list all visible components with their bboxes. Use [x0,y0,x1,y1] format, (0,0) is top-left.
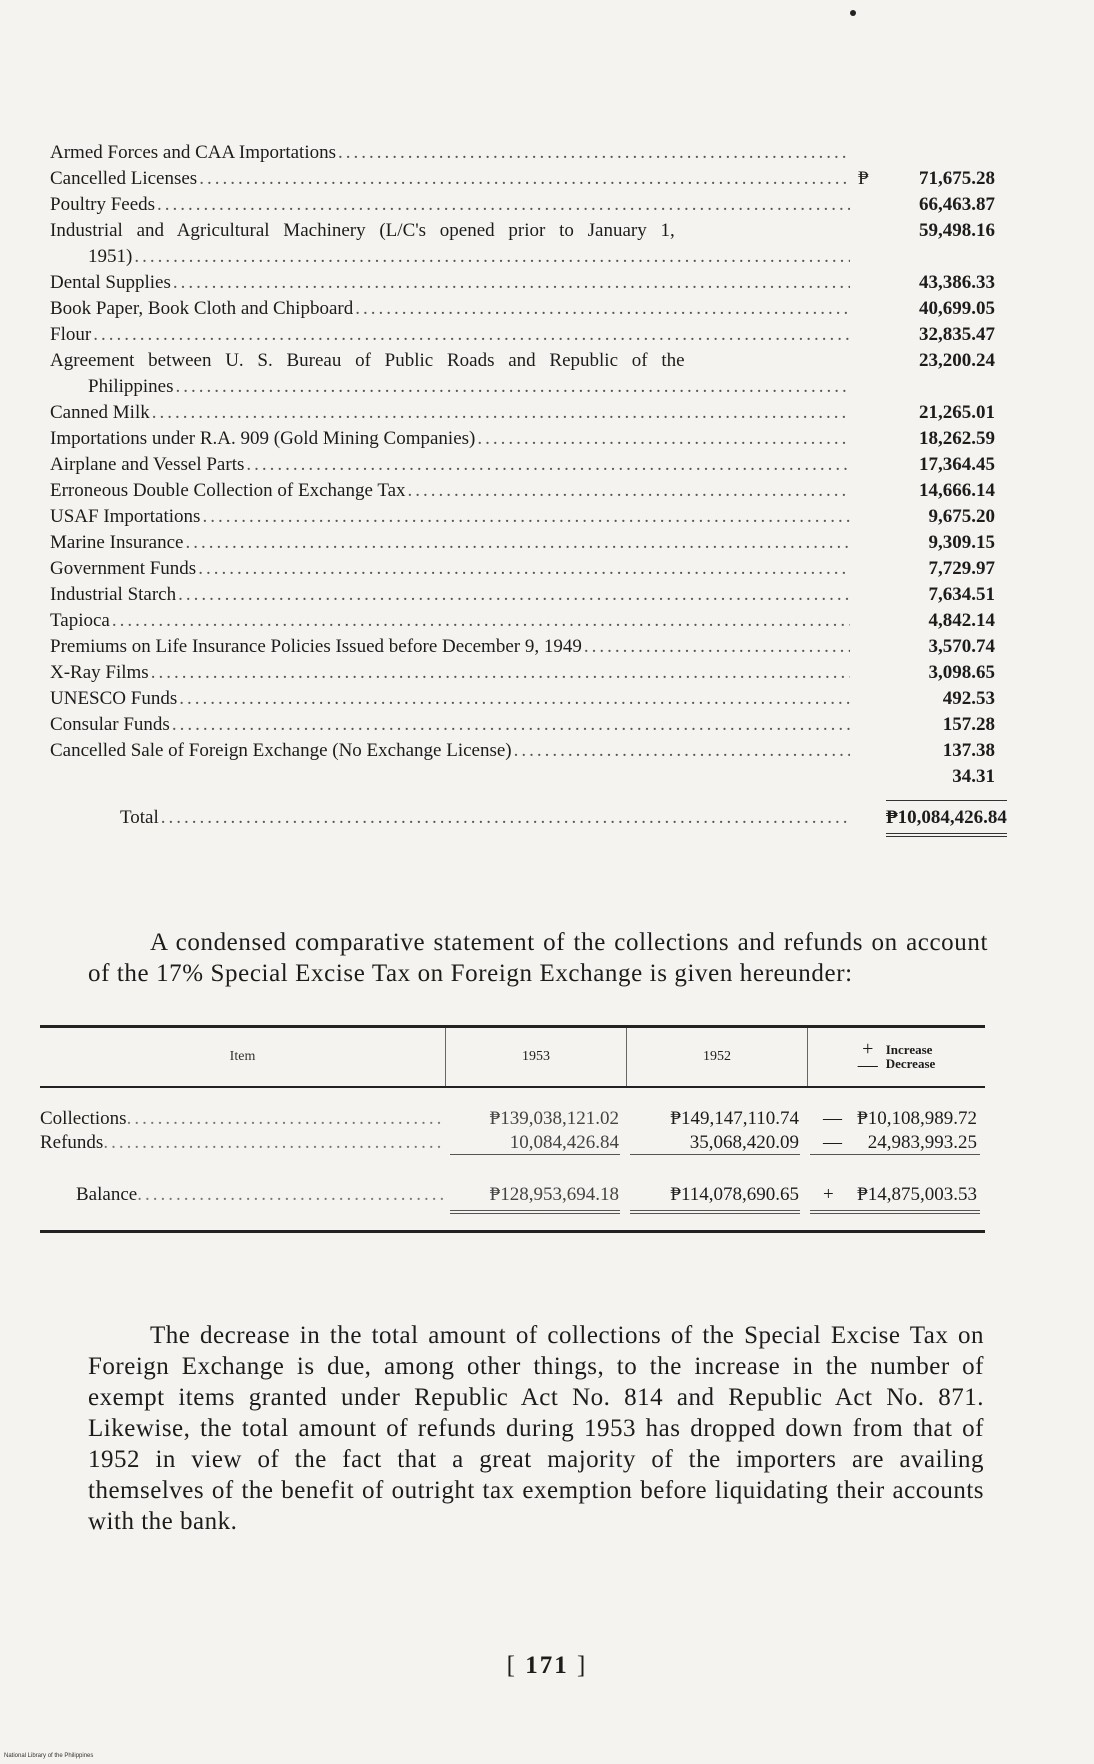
intro-paragraph: A condensed comparative statement of the collections and refunds on account of the 17% Special Excise Tax on Foreign Exchange is given hereunder: [88,929,988,987]
table-row [40,1130,985,1154]
currency-symbol: ₱ [858,168,869,189]
item-label: Erroneous Double Collection of Exchange Tax [50,480,406,501]
list-item [50,426,995,452]
double-rule [40,1210,985,1218]
item-amount: 492.53 [942,688,995,709]
list-item [50,686,995,712]
header-1952: 1952 [627,1028,808,1086]
list-item [50,452,995,478]
list-item [50,660,995,686]
item-amount: 14,666.14 [919,480,995,501]
item-amount: 18,262.59 [919,428,995,449]
list-item [50,218,995,270]
item-amount: 34.31 [952,766,995,787]
item-amount: 59,498.16 [919,220,995,241]
total-label: Total [120,807,159,828]
item-amount: 9,675.20 [928,506,995,527]
item-label: USAF Importations [50,506,201,527]
item-label-line1: Agreement between U. S. Bureau of Public Roads and Republic of the [50,350,685,371]
item-label: Tapioca [50,610,110,631]
change-sign: — [823,1108,842,1129]
item-label: Poultry Feeds [50,194,156,215]
page-number: [ 171 ] [506,1652,588,1679]
list-item [50,296,995,322]
change-sign: + [823,1184,834,1205]
balance-row [40,1176,985,1206]
cell-1952: 35,068,420.09 [689,1132,799,1153]
cell-1953: ₱128,953,694.18 [489,1184,619,1205]
item-amount: 17,364.45 [919,454,995,475]
item-label: Consular Funds [50,714,170,735]
table-header [40,1028,985,1088]
comparative-table [40,1025,985,1233]
list-item [50,140,995,166]
list-item [50,400,995,426]
item-label: Cancelled Sale of Foreign Exchange (No Exchange License) [50,740,512,761]
item-label: Airplane and Vessel Parts [50,454,245,475]
item-amount: 23,200.24 [919,350,995,371]
subtotal-rule [40,1154,985,1160]
item-label-line2: 1951) [88,246,133,267]
header-increase-decrease [808,1028,985,1086]
item-label: Canned Milk [50,402,150,423]
list-item [50,530,995,556]
decrease-label: Decrease [885,1056,936,1071]
item-amount: 4,842.14 [928,610,995,631]
cell-change: 24,983,993.25 [867,1132,977,1153]
item-amount: 7,729.97 [928,558,995,579]
change-sign: — [823,1132,842,1153]
list-item [50,712,995,738]
list-item [50,270,995,296]
list-item [50,504,995,530]
item-label: Book Paper, Book Cloth and Chipboard [50,298,354,319]
item-label: Marine Insurance [50,532,184,553]
plus-sign: + [862,1038,874,1060]
list-item [50,478,995,504]
minus-sign: — [857,1054,878,1076]
item-amount: 3,098.65 [928,662,995,683]
cell-1952: ₱149,147,110.74 [670,1108,799,1129]
item-amount: 7,634.51 [928,584,995,605]
item-amount: 157.28 [942,714,995,735]
list-item [50,738,995,764]
list-item [50,348,995,400]
item-label-line1: Industrial and Agricultural Machinery (L/C's opened prior to January 1, [50,220,675,241]
item-amount: 66,463.87 [919,194,995,215]
cell-change: ₱14,875,003.53 [857,1184,977,1205]
item-amount: 21,265.01 [919,402,995,423]
list-item [50,634,995,660]
header-item: Item [40,1028,446,1086]
cell-1953: ₱139,038,121.02 [489,1108,619,1129]
row-label: Balance [76,1184,138,1205]
list-item [50,166,995,192]
total-row [50,800,1007,831]
item-amount: 71,675.28 [919,168,995,189]
total-amount: ₱10,084,426.84 [886,800,1007,831]
list-item [50,582,995,608]
header-1953: 1953 [446,1028,627,1086]
cell-change: ₱10,108,989.72 [857,1108,977,1129]
item-label: X-Ray Films [50,662,149,683]
list-item [50,192,995,218]
item-label: UNESCO Funds [50,688,178,709]
item-label-line2: Philippines [88,376,174,397]
list-item [50,322,995,348]
item-label: Dental Supplies [50,272,171,293]
item-amount: 43,386.33 [919,272,995,293]
explanation-paragraph: The decrease in the total amount of collections of the Special Excise Tax on Foreign Exchange is due, among other things, to the increase in the number of exempt items granted under Republic Act No. 814 and Republic Act No. 871. Likewise, the total amount of refunds during 1953 has dropped down from that of 1952 in view of the fact that a great majority of the importers are availing themselves of the benefit of outright tax exemption before liquidating their accounts with the bank. [88,1322,984,1535]
refund-items-list [50,140,1007,831]
list-item [50,764,995,790]
cell-1952: ₱114,078,690.65 [670,1184,799,1205]
item-amount: 9,309.15 [928,532,995,553]
item-label: Industrial Starch [50,584,177,605]
cell-1953: 10,084,426.84 [509,1132,619,1153]
item-label: Armed Forces and CAA Importations [50,142,337,163]
item-label: Premiums on Life Insurance Policies Issued before December 9, 1949 [50,636,582,657]
increase-label: Increase [885,1042,933,1057]
item-amount: 32,835.47 [919,324,995,345]
scan-footer: National Library of the Philippines [4,1753,94,1759]
item-amount: 40,699.05 [919,298,995,319]
list-item [50,556,995,582]
item-amount: 3,570.74 [928,636,995,657]
list-item [50,608,995,634]
table-row [40,1106,985,1130]
row-label: Refunds [40,1132,104,1153]
item-label: Importations under R.A. 909 (Gold Mining Companies) [50,428,476,449]
item-label: Government Funds [50,558,197,579]
item-label: Cancelled Licenses [50,168,198,189]
row-label: Collections [40,1108,127,1129]
scan-speck [850,10,856,16]
item-label: Flour [50,324,92,345]
item-amount: 137.38 [942,740,995,761]
